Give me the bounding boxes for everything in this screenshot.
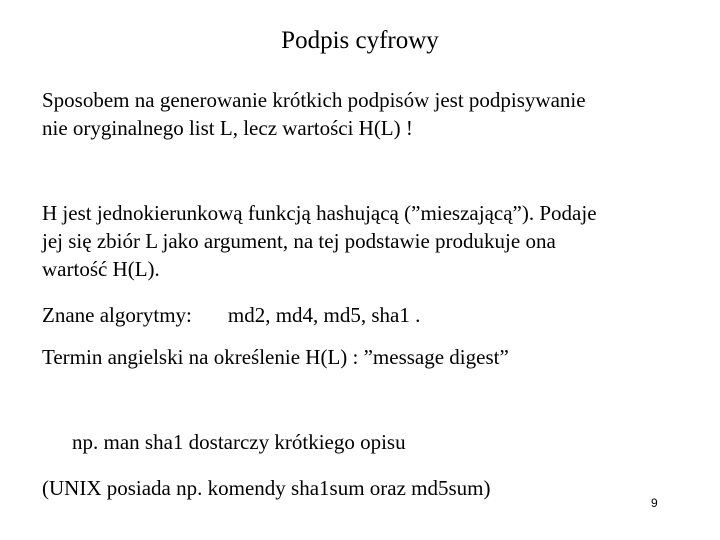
text-line: H jest jednokierunkową funkcją hashującą (”mieszającą”). Podaje xyxy=(42,201,597,225)
paragraph-english-term xyxy=(42,343,692,371)
text-line: nie oryginalnego list L, lecz wartości H(L) ! xyxy=(42,116,413,140)
paragraph-signature-intro xyxy=(42,86,692,142)
algorithms-list: md2, md4, md5, sha1 . xyxy=(227,303,421,327)
algorithms-line xyxy=(42,301,692,329)
paragraph-example xyxy=(72,428,720,456)
text-line: Termin angielski na określenie H(L) : ”message digest” xyxy=(42,345,509,369)
text-line: np. man sha1 dostarczy krótkiego opisu xyxy=(72,430,406,454)
text-line: jej się zbiór L jako argument, na tej podstawie produkuje ona xyxy=(42,229,556,253)
paragraph-unix-commands xyxy=(42,474,692,502)
paragraph-known-algorithms xyxy=(42,301,692,329)
text-line: (UNIX posiada np. komendy sha1sum oraz md5sum) xyxy=(42,476,491,500)
slide-title: Podpis cyfrowy xyxy=(281,27,439,54)
text-line: wartość H(L). xyxy=(42,257,160,281)
text-line: Sposobem na generowanie krótkich podpisów jest podpisywanie xyxy=(42,88,586,112)
paragraph-hash-function xyxy=(42,199,692,283)
algorithms-label: Znane algorytmy: xyxy=(42,303,192,327)
page-number: 9 xyxy=(651,496,658,510)
